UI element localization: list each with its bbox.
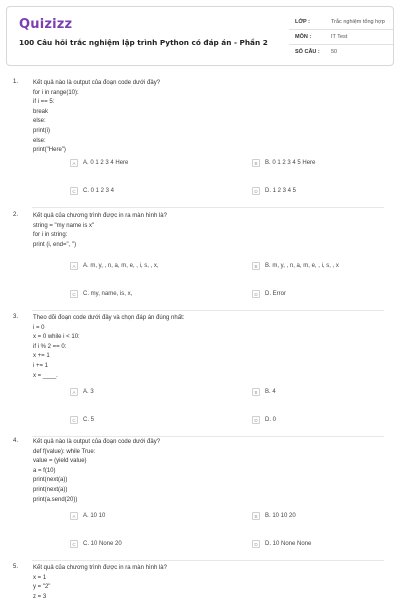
option-letter-box: C: [70, 187, 78, 195]
option-c[interactable]: [70, 288, 132, 300]
option-text: C. 10 None 20: [83, 541, 122, 547]
option-b[interactable]: [252, 260, 339, 272]
option-letter-box: A: [70, 512, 78, 520]
code-line: string = "my name is x": [33, 222, 95, 229]
option-text: A. 0 1 2 3 4 Here: [83, 160, 129, 166]
meta-row-subject: [289, 30, 393, 45]
option-letter-box: B: [252, 262, 260, 270]
code-line: x += 1: [33, 353, 50, 360]
option-text: C. 5: [83, 417, 95, 423]
quizizz-logo: Quizizz: [19, 17, 73, 32]
question-prompt: Kết quả của chương trình được in ra màn hình là?: [33, 565, 167, 571]
question-number: 1.: [13, 79, 19, 85]
question-text: [33, 438, 400, 505]
meta-row-count: [289, 45, 393, 60]
question-prompt: Kết quả nào là output của đoạn code dưới đây?: [33, 439, 161, 445]
code-line: if i == 5:: [33, 99, 55, 106]
question-divider: [32, 560, 384, 561]
meta-label: MÔN :: [295, 34, 312, 40]
option-letter-box: A: [70, 159, 78, 167]
option-text: D. 10 None None: [265, 541, 312, 547]
option-text: A. m, y, , n, a, m, e, , i, s, , x,: [83, 263, 159, 269]
option-b[interactable]: [252, 510, 296, 522]
option-letter-box: C: [70, 540, 78, 548]
option-text: A. 10 10: [83, 513, 106, 519]
question-number: 2.: [13, 212, 19, 218]
option-a[interactable]: [70, 157, 128, 169]
question-text: [33, 79, 400, 156]
code-line: print(i): [33, 127, 51, 134]
option-letter-box: D: [252, 187, 260, 195]
meta-row-class: [289, 15, 393, 30]
meta-label: SỐ CÂU :: [295, 49, 320, 55]
code-line: z = 3: [33, 593, 47, 600]
question-prompt: Kết quả nào là output của đoạn code dưới đây?: [33, 80, 161, 86]
question-prompt: Kết quả của chương trình được in ra màn hình là?: [33, 213, 167, 219]
code-line: x = 0 while i < 10:: [33, 334, 80, 341]
option-a[interactable]: [70, 260, 159, 272]
code-line: for i in range(10):: [33, 89, 79, 96]
question-1: [0, 79, 400, 194]
question-number: 5.: [13, 564, 19, 570]
code-line: i += 1: [33, 362, 49, 369]
meta-value: 50: [331, 49, 338, 55]
code-line: def f(value): while True:: [33, 448, 96, 455]
option-d[interactable]: [252, 538, 311, 550]
code-line: else:: [33, 137, 46, 144]
option-letter-box: C: [70, 416, 78, 424]
code-line: i = 0: [33, 324, 45, 331]
option-c[interactable]: [70, 538, 122, 550]
option-letter-box: A: [70, 388, 78, 396]
option-text: B. 10 10 20: [265, 513, 296, 519]
option-a[interactable]: [70, 386, 94, 398]
code-line: print(a.send(20)): [33, 496, 78, 503]
option-b[interactable]: [252, 386, 276, 398]
question-3: [0, 314, 400, 423]
document-header: [6, 6, 394, 66]
document-title: 100 Câu hỏi trắc nghiệm lập trình Python có đáp án - Phần 2: [19, 38, 268, 47]
question-4: [0, 438, 400, 547]
meta-value: Trắc nghiệm tổng hợp: [331, 19, 385, 25]
option-text: D. 1 2 3 4 5: [265, 188, 297, 194]
option-letter-box: B: [252, 159, 260, 167]
code-line: else:: [33, 118, 46, 125]
option-c[interactable]: [70, 414, 94, 426]
code-line: x = ____.: [33, 372, 58, 379]
option-letter-box: B: [252, 512, 260, 520]
meta-label: LỚP :: [295, 19, 310, 25]
code-line: print("Here"): [33, 147, 66, 154]
question-text: [33, 564, 400, 600]
question-divider: [32, 207, 384, 208]
option-a[interactable]: [70, 510, 105, 522]
option-d[interactable]: [252, 414, 276, 426]
meta-value: IT Test: [331, 34, 348, 40]
code-line: value = (yield value): [33, 458, 87, 465]
question-text: [33, 314, 400, 381]
option-d[interactable]: [252, 185, 296, 197]
option-b[interactable]: [252, 157, 315, 169]
code-line: print(next(a)): [33, 486, 68, 493]
option-letter-box: D: [252, 416, 260, 424]
option-text: D. Error: [265, 291, 286, 297]
code-line: break: [33, 108, 49, 115]
question-text: [33, 212, 400, 250]
option-letter-box: A: [70, 262, 78, 270]
option-text: D. 0: [265, 417, 277, 423]
code-line: x = 1: [33, 574, 47, 581]
option-letter-box: C: [70, 290, 78, 298]
question-5: [0, 564, 400, 600]
code-line: y = "2": [33, 584, 51, 591]
meta-table: [289, 15, 393, 60]
question-prompt: Theo dõi đoạn code dưới đây và chọn đáp án đúng nhất:: [33, 315, 185, 321]
option-c[interactable]: [70, 185, 114, 197]
code-line: print (i, end=", "): [33, 241, 77, 248]
option-text: C. 0 1 2 3 4: [83, 188, 115, 194]
option-text: B. 0 1 2 3 4 5 Here: [265, 160, 316, 166]
code-line: a = f(10): [33, 467, 56, 474]
option-letter-box: D: [252, 540, 260, 548]
option-text: B. 4: [265, 389, 276, 395]
option-text: A. 3: [83, 389, 94, 395]
option-letter-box: B: [252, 388, 260, 396]
option-d[interactable]: [252, 288, 286, 300]
code-line: for i in string:: [33, 232, 68, 239]
question-number: 4.: [13, 438, 19, 444]
option-text: B. m, y, , n, a, m, e, , i, s, , x: [265, 263, 339, 269]
option-text: C. my, name, is, x,: [83, 291, 133, 297]
question-2: [0, 212, 400, 297]
question-divider: [32, 436, 384, 437]
option-letter-box: D: [252, 290, 260, 298]
code-line: if i % 2 == 0:: [33, 343, 67, 350]
question-divider: [32, 310, 384, 311]
question-number: 3.: [13, 314, 19, 320]
code-line: print(next(a)): [33, 477, 68, 484]
